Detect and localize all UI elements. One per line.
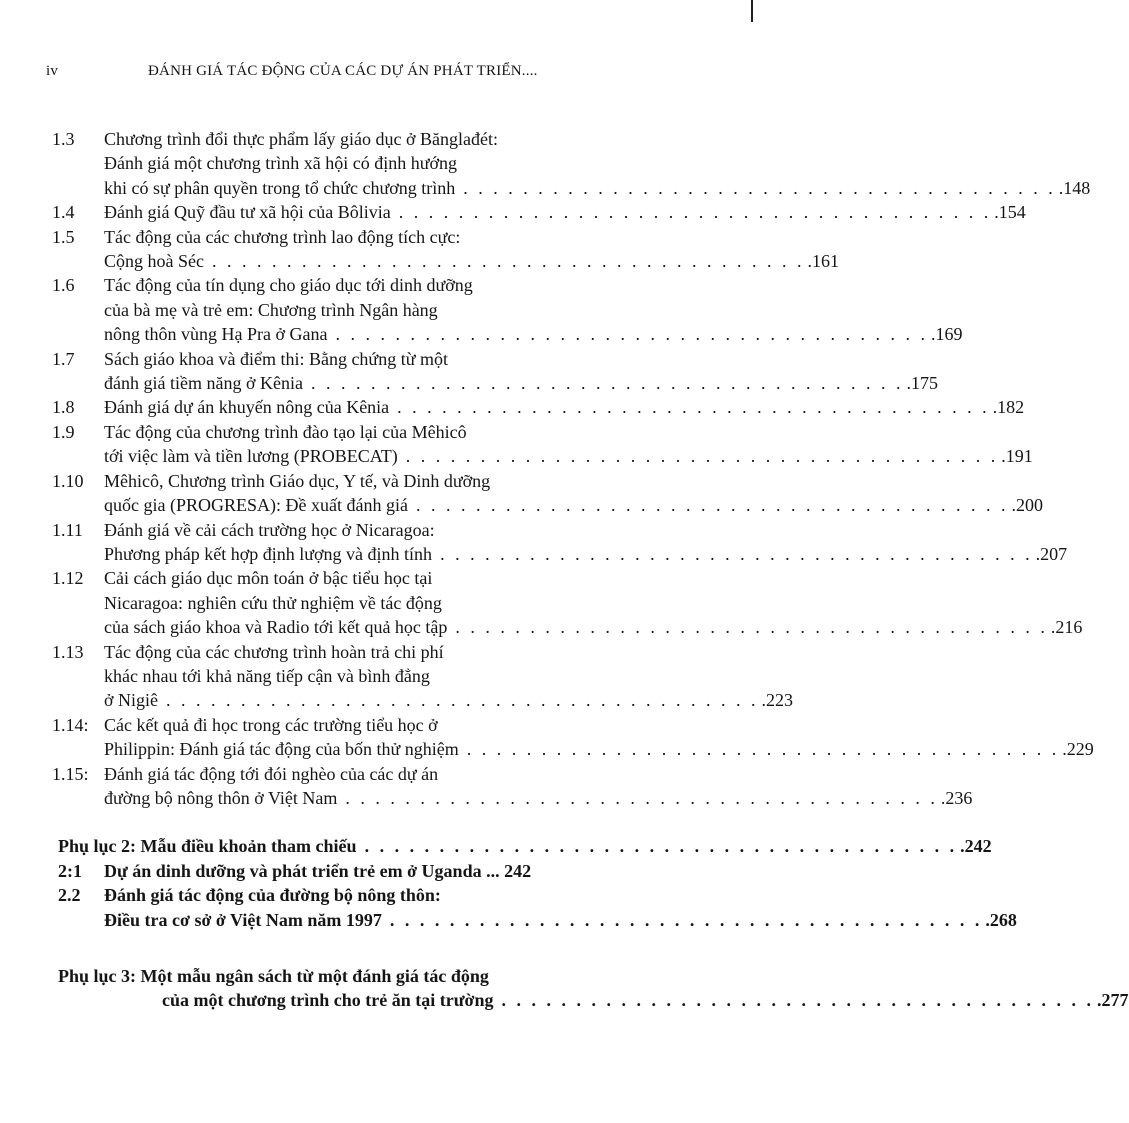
entry-lines: [104, 713, 1094, 762]
entry-text: Đánh giá tác động của đường bộ nông thôn:: [104, 885, 441, 906]
entry-line: [104, 469, 664, 493]
entry-line: [104, 420, 664, 444]
entry-text: Đánh giá dự án khuyến nông của Kênia: [104, 397, 390, 418]
entry-number: 1.9: [52, 421, 75, 442]
entry-text: Tác động của các chương trình hoàn trả chi phí: [104, 641, 444, 662]
spacer: [52, 932, 664, 964]
dot-leader: . . . . . . . . . . . . . . . . . . . . . . . . . . . . . . . . . . . . . . . .: [211, 251, 805, 272]
entry-number: 1.11: [52, 519, 83, 540]
entry-text: Tác động của chương trình đào tạo lại của Mêhicô: [104, 421, 467, 442]
entry-text: Đánh giá Quỹ đầu tư xã hội của Bôlivia: [104, 202, 391, 223]
entry-line: [104, 444, 1033, 468]
entry-lines: [104, 518, 1068, 567]
entry-text: quốc gia (PROGRESA): Đề xuất đánh giá: [104, 495, 408, 516]
entry-line: [104, 395, 1025, 419]
running-title: ĐÁNH GIÁ TÁC ĐỘNG CỦA CÁC DỰ ÁN PHÁT TRIỂN....: [148, 63, 538, 79]
entry-line: [104, 786, 973, 810]
entry-text: đánh giá tiềm năng ở Kênia: [104, 373, 303, 394]
entry-lines: [104, 395, 1025, 419]
entry-page: .207: [1035, 543, 1068, 564]
toc-entry: [52, 762, 973, 811]
entry-text: Sách giáo khoa và điểm thi: Bằng chứng từ một: [104, 348, 448, 369]
entry-page: .216: [1050, 617, 1083, 638]
dot-leader: . . . . . . . . . . . . . . . . . . . . . . . . . . . . . . . . . . . . . . . .: [166, 690, 759, 711]
entry-line: [104, 273, 664, 297]
appendix-3-heading: [52, 964, 1129, 1013]
entry-line: [104, 737, 1094, 761]
entry-text: Chương trình đổi thực phẩm lấy giáo dục ở Bănglađét:: [104, 129, 498, 149]
entry-text: Cải cách giáo dục môn toán ở bậc tiểu học tại: [104, 568, 433, 589]
dot-leader: . . . . . . . . . . . . . . . . . . . . . . . . . . . . . . . . . . . . . . . .: [310, 373, 904, 394]
entry-text: đường bộ nông thôn ở Việt Nam: [104, 787, 338, 808]
appendix-title-cont: của một chương trình cho trẻ ăn tại trường: [162, 990, 494, 1011]
entry-line: [104, 908, 1017, 932]
entry-page: .268: [985, 909, 1017, 930]
dot-leader: . . . . . . . . . . . . . . . . . . . . . . . . . . . . . . . . . . . . . . . .: [405, 446, 999, 467]
entry-lines: [104, 762, 973, 811]
entry-line: [104, 859, 664, 883]
entry-text: Dự án dinh dưỡng và phát triển trẻ em ở Uganda ... 242: [104, 860, 532, 881]
running-header: [46, 63, 674, 85]
toc-entry: [52, 127, 1091, 200]
entry-line: [104, 249, 839, 273]
entry-lines: [104, 640, 794, 713]
entry-number: 1.10: [52, 470, 84, 491]
appendix-page: .242: [960, 836, 992, 857]
entry-line: [104, 883, 664, 907]
entry-number: 1.3: [52, 129, 75, 149]
entry-number: 1.15:: [52, 763, 89, 784]
entry-page: .161: [807, 251, 839, 272]
entry-page: .175: [906, 373, 938, 394]
entry-line: [104, 322, 963, 346]
dot-leader: . . . . . . . . . . . . . . . . . . . . . . . . . . . . . . . . . . . . . . . .: [440, 543, 1033, 564]
entry-number: 1.4: [52, 202, 75, 223]
toc-entry: [52, 518, 1068, 567]
entry-text: Đánh giá một chương trình xã hội có định hướng: [104, 153, 457, 174]
entry-text: khác nhau tới khả năng tiếp cận và bình đẳng: [104, 665, 430, 686]
entry-lines: [104, 566, 1083, 639]
entry-text: Philippin: Đánh giá tác động của bốn thử nghiệm: [104, 739, 459, 760]
entry-line: [104, 347, 664, 371]
toc-entry: [52, 420, 1033, 469]
entry-text: Điều tra cơ sở ở Việt Nam năm 1997: [104, 909, 382, 930]
entry-line: [104, 151, 664, 175]
dot-leader: . . . . . . . . . . . . . . . . . . . . . . . . . . . . . . . . . . . . . . . .: [364, 836, 958, 857]
toc-entry: [52, 469, 1043, 518]
table-of-contents: [52, 127, 1129, 1013]
entry-line: [104, 542, 1068, 566]
entry-lines: [104, 347, 938, 396]
toc-entry: [52, 859, 664, 883]
dot-leader: . . . . . . . . . . . . . . . . . . . . . . . . . . . . . . . . . . . . . . . .: [501, 990, 1095, 1011]
entry-page: .169: [930, 324, 963, 345]
entry-number: 1.8: [52, 397, 75, 418]
toc-entry: [52, 395, 1025, 419]
dot-leader: . . . . . . . . . . . . . . . . . . . . . . . . . . . . . . . . . . . . . . . .: [455, 617, 1048, 638]
entry-page: .148: [1058, 177, 1091, 198]
entry-page: .182: [992, 397, 1025, 418]
appendix-title: Phụ lục 3: Một mẫu ngân sách từ một đánh giá tác động: [58, 966, 489, 986]
entry-line: [104, 566, 664, 590]
entry-text: của bà mẹ và trẻ em: Chương trình Ngân hàng: [104, 299, 438, 320]
entry-page: .223: [761, 690, 794, 711]
dot-leader: . . . . . . . . . . . . . . . . . . . . . . . . . . . . . . . . . . . . . . . .: [398, 202, 992, 223]
entry-line: [104, 640, 664, 664]
entry-number: 1.6: [52, 275, 75, 296]
entry-text: nông thôn vùng Hạ Pra ở Gana: [104, 324, 328, 345]
toc-entry: [52, 347, 938, 396]
entry-line: [104, 127, 664, 151]
entry-text: Tác động của tín dụng cho giáo dục tới dinh dưỡng: [104, 275, 473, 296]
dot-leader: . . . . . . . . . . . . . . . . . . . . . . . . . . . . . . . . . . . . . . . .: [335, 324, 928, 345]
entry-line: [58, 964, 664, 988]
entry-lines: [104, 273, 963, 346]
entry-number: 1.5: [52, 226, 75, 247]
entry-page: .236: [940, 787, 973, 808]
entry-text: tới việc làm và tiền lương (PROBECAT): [104, 446, 398, 467]
entry-line: [104, 518, 664, 542]
entry-page: .191: [1001, 446, 1033, 467]
dot-leader: . . . . . . . . . . . . . . . . . . . . . . . . . . . . . . . . . . . . . . . .: [397, 397, 990, 418]
entry-line: [58, 834, 992, 858]
entry-number: 1.7: [52, 348, 75, 369]
entry-lines: [104, 200, 1026, 224]
top-edge-mark: [751, 0, 753, 22]
toc-entry: [52, 640, 794, 713]
entry-page: .154: [994, 202, 1026, 223]
entry-line: [104, 298, 664, 322]
entry-text: Mêhicô, Chương trình Giáo dục, Y tế, và Dinh dưỡng: [104, 470, 491, 491]
dot-leader: . . . . . . . . . . . . . . . . . . . . . . . . . . . . . . . . . . . . . . . .: [463, 177, 1056, 198]
entry-number: 1.13: [52, 641, 84, 662]
entry-text: Phương pháp kết hợp định lượng và định tính: [104, 543, 433, 564]
entry-number: 2:1: [58, 860, 82, 881]
dot-leader: . . . . . . . . . . . . . . . . . . . . . . . . . . . . . . . . . . . . . . . .: [466, 739, 1060, 760]
dot-leader: . . . . . . . . . . . . . . . . . . . . . . . . . . . . . . . . . . . . . . . .: [389, 909, 983, 930]
entry-line: [104, 615, 1083, 639]
dot-leader: . . . . . . . . . . . . . . . . . . . . . . . . . . . . . . . . . . . . . . . .: [415, 495, 1009, 516]
entry-text: Nicaragoa: nghiên cứu thử nghiệm về tác động: [104, 592, 442, 613]
dot-leader: . . . . . . . . . . . . . . . . . . . . . . . . . . . . . . . . . . . . . . . .: [345, 787, 938, 808]
entry-page: .229: [1062, 739, 1094, 760]
toc-entry: [52, 273, 963, 346]
entry-line: [104, 591, 664, 615]
entry-line: [104, 371, 938, 395]
entry-line: [104, 688, 794, 712]
spacer: [52, 810, 664, 834]
toc-entry: [52, 883, 1017, 932]
entry-text: của sách giáo khoa và Radio tới kết quả học tập: [104, 617, 448, 638]
entry-text: Tác động của các chương trình lao động tích cực:: [104, 226, 461, 247]
entry-text: khi có sự phân quyền trong tổ chức chương trình: [104, 177, 456, 198]
toc-entry: [52, 566, 1083, 639]
entry-line: [104, 225, 664, 249]
entry-lines: [104, 469, 1043, 518]
entry-lines: [104, 225, 839, 274]
entry-text: ở Nigiê: [104, 690, 159, 711]
entry-line: [104, 762, 664, 786]
entry-lines: [104, 127, 1091, 200]
toc-entry: [52, 225, 839, 274]
entry-text: Đánh giá tác động tới đói nghèo của các dự án: [104, 763, 439, 784]
page-number: iv: [46, 63, 59, 79]
entry-lines: [104, 859, 664, 883]
entry-line: [52, 988, 1129, 1012]
entry-text: Cộng hoà Séc: [104, 251, 204, 272]
entry-line: [104, 200, 1026, 224]
entry-number: 1.14:: [52, 714, 89, 735]
toc-entry: [52, 713, 1094, 762]
entry-lines: [104, 883, 1017, 932]
entry-number: 2.2: [58, 885, 81, 906]
entry-page: .200: [1011, 495, 1043, 516]
toc-entry: [52, 200, 1026, 224]
appendix-2-heading: [52, 834, 992, 858]
entry-lines: [104, 420, 1033, 469]
appendix-page: .277: [1097, 990, 1129, 1011]
entry-line: [104, 493, 1043, 517]
entry-text: Đánh giá về cải cách trường học ở Nicaragoa:: [104, 519, 435, 540]
entry-text: Các kết quả đi học trong các trường tiểu học ở: [104, 714, 438, 735]
appendix-title: Phụ lục 2: Mẫu điều khoản tham chiếu: [58, 836, 357, 857]
entry-line: [104, 664, 664, 688]
entry-line: [104, 713, 664, 737]
entry-number: 1.12: [52, 568, 84, 589]
entry-line: [104, 176, 1091, 200]
